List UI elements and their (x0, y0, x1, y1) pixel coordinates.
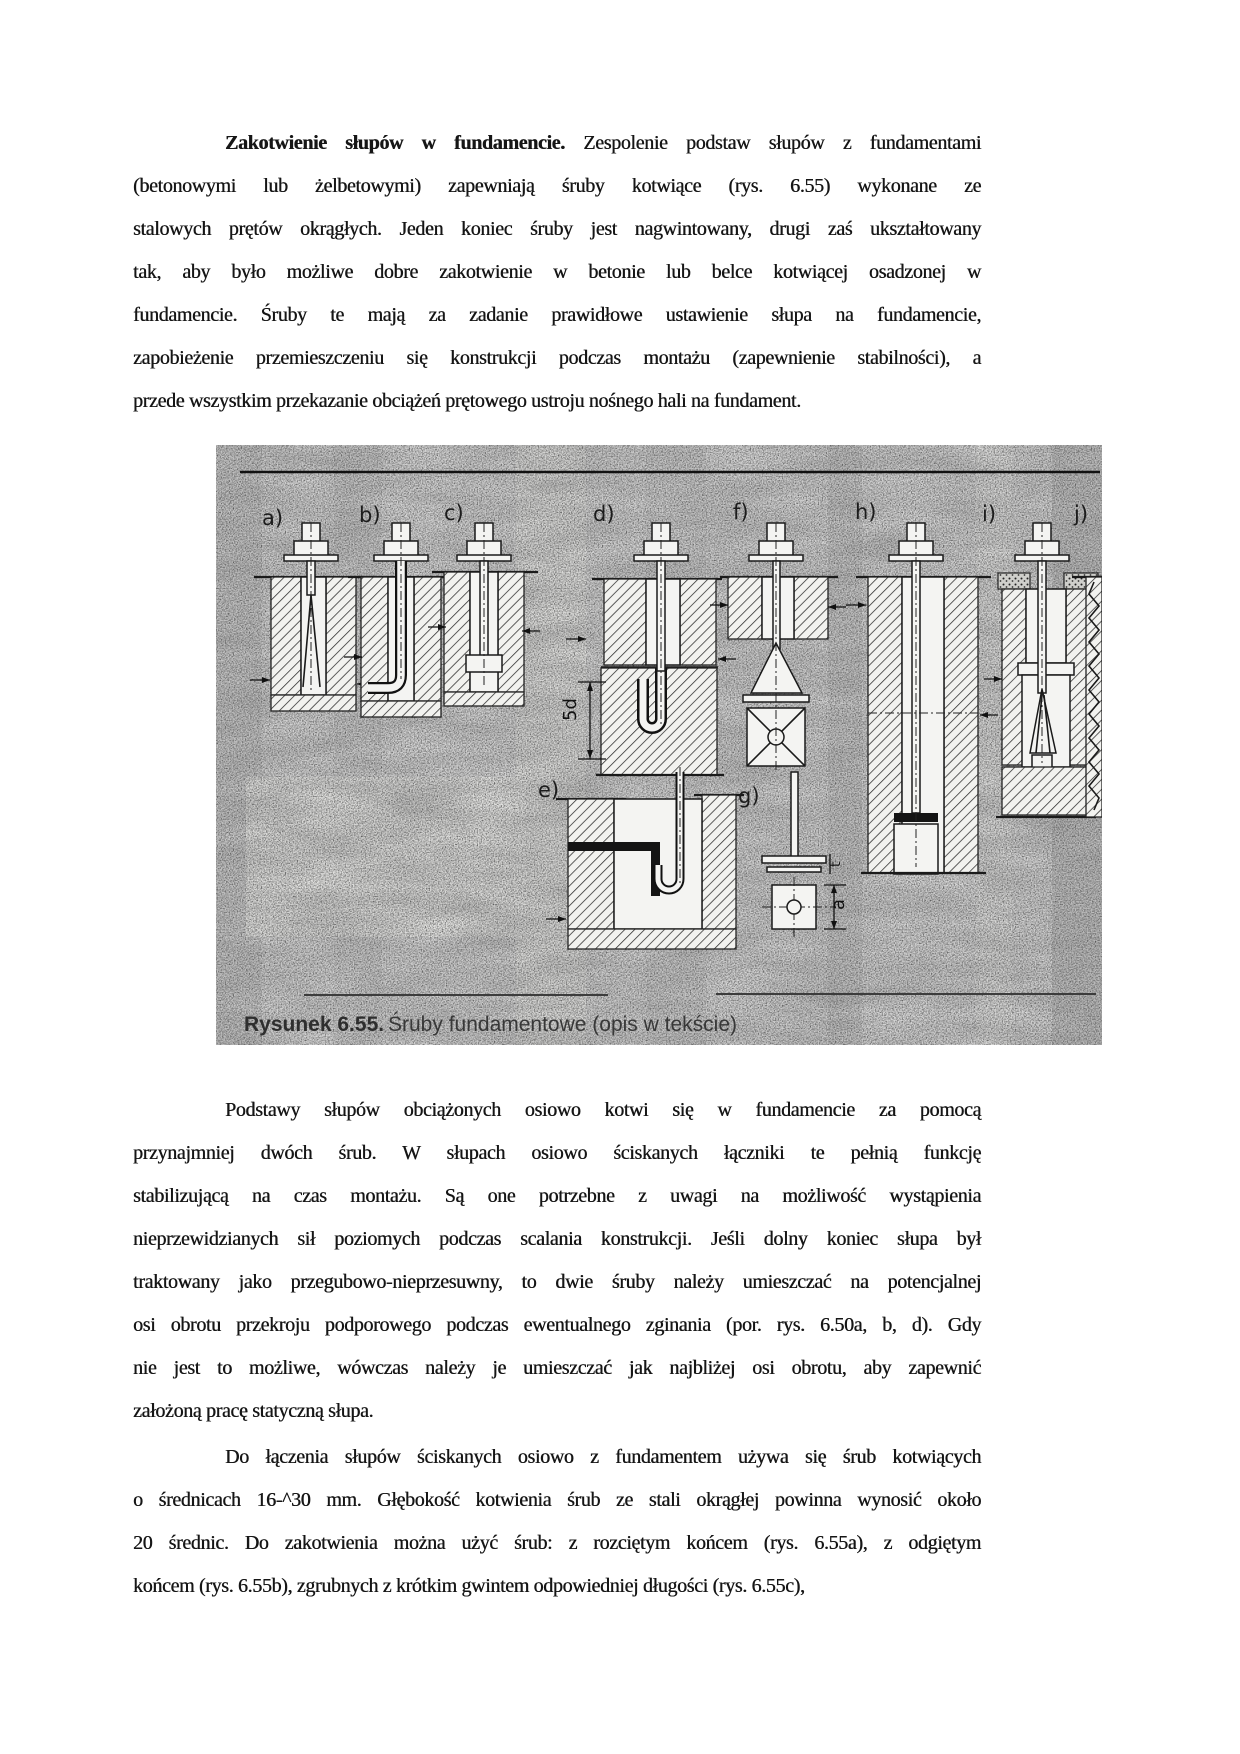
figure-label-i: i) (982, 502, 997, 526)
paragraph-anchoring (133, 1089, 981, 1433)
text-line (133, 122, 981, 165)
figure-label-e: e) (538, 778, 560, 802)
text-line: przynajmniej dwóch śrub. W słupach osiowo ściskanych łączniki te pełnią funkcję (133, 1142, 981, 1164)
figure-caption-text: Śruby fundamentowe (opis w tekście) (388, 1013, 737, 1036)
figure-label-d: d) (593, 502, 615, 526)
figure-label-a: a) (262, 506, 284, 530)
text-line: końcem (rys. 6.55b), zgrubnych z krótkim gwintem odpowiedniej długości (rys. 6.55c), (133, 1575, 805, 1597)
text-line: tak, aby było możliwe dobre zakotwienie w betonie lub belce kotwiącej osadzonej w (133, 261, 981, 283)
text-line: fundamencie. Śruby te mają za zadanie prawidłowe ustawienie słupa na fundamencie, (133, 304, 981, 326)
paragraph-intro (133, 122, 981, 423)
dimension-a: a (828, 898, 849, 910)
figure-6-55 (216, 427, 1102, 1045)
text-line: o średnicach 16-^30 mm. Głębokość kotwienia śrub ze stali okrągłej powinna wynosić około (133, 1489, 981, 1511)
figure-label-h: h) (855, 500, 877, 524)
text-line: 20 średnic. Do zakotwienia można użyć śrub: z rozciętym końcem (rys. 6.55a), z odgiętym (133, 1532, 981, 1554)
text-line: stabilizującą na czas montażu. Są one potrzebne z uwagi na możliwość wystąpienia (133, 1185, 981, 1207)
figure-label-b: b) (359, 503, 381, 527)
text-line: Do łączenia słupów ściskanych osiowo z fundamentem używa się śrub kotwiących (225, 1446, 981, 1468)
text-line: traktowany jako przegubowo-nieprzesuwny, to dwie śruby należy umieszczać na potencjalnej (133, 1271, 981, 1293)
text-line: stalowych prętów okrągłych. Jeden koniec śruby jest nagwintowany, drugi zaś ukształtowany (133, 218, 981, 240)
text-line: zapobieżenie przemieszczeniu się konstrukcji podczas montażu (zapewnienie stabilności), a (133, 347, 981, 369)
figure-label-j: j) (1074, 502, 1089, 526)
figure-caption-number: Rysunek 6.55. (244, 1013, 385, 1036)
dimension-t: t (829, 861, 844, 867)
dimension-5d: 5d (560, 698, 581, 721)
text-line: przede wszystkim przekazanie obciążeń prętowego ustroju nośnego hali na fundament. (133, 390, 801, 412)
text-line: nieprzewidzianych sił poziomych podczas scalania konstrukcji. Jeśli dolny koniec słupa był (133, 1228, 981, 1250)
text-line: założoną pracę statyczną słupa. (133, 1400, 374, 1422)
figure-drawing (216, 427, 1102, 1045)
text-line: nie jest to możliwe, wówczas należy je umieszczać jak najbliżej osi obrotu, aby zapewnić (133, 1357, 981, 1379)
paragraph-bolt-types (133, 1436, 981, 1608)
bold-lead: Zakotwienie słupów w fundamencie. (225, 132, 565, 154)
text-run: Zespolenie podstaw słupów z fundamentami (564, 132, 982, 154)
figure-label-g: g) (738, 784, 760, 808)
text-line: (betonowymi lub żelbetowymi) zapewniają śruby kotwiące (rys. 6.55) wykonane ze (133, 175, 981, 197)
figure-label-c: c) (444, 501, 464, 525)
text-line: Podstawy słupów obciążonych osiowo kotwi się w fundamencie za pomocą (225, 1099, 981, 1121)
text-line: osi obrotu przekroju podporowego podczas ewentualnego zginania (por. rys. 6.50a, b, d). Gdy (133, 1314, 981, 1336)
figure-label-f: f) (733, 500, 749, 524)
